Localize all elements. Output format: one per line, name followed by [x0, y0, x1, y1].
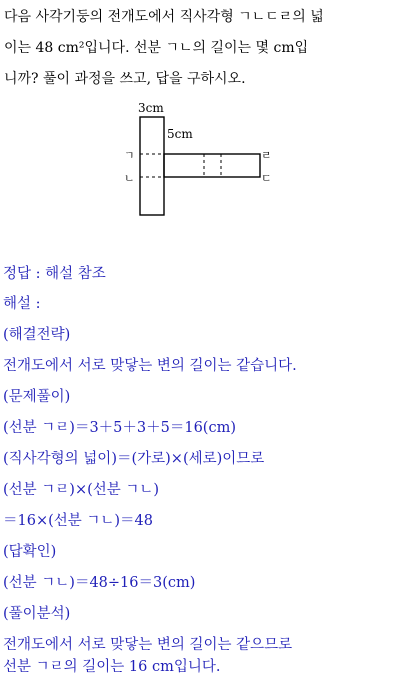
- label-5cm: 5cm: [167, 127, 193, 141]
- analysis-line: 전개도에서 서로 맞닿는 변의 길이는 같으므로: [3, 637, 293, 653]
- section-solution: (문제풀이): [3, 389, 71, 405]
- label-3cm: 3cm: [138, 101, 164, 115]
- net-vertical-strip: [140, 117, 164, 215]
- section-analysis: (풀이분석): [3, 606, 71, 622]
- vertex-label-rieul: ㄹ: [261, 149, 272, 162]
- question-line-2: 이는 48 cm²입니다. 선분 ㄱㄴ의 길이는 몇 cm입: [4, 40, 309, 56]
- strategy-text: 전개도에서 서로 맞닿는 변의 길이는 같습니다.: [3, 358, 297, 374]
- answer-heading: 정답 : 해설 참조: [3, 266, 106, 282]
- prism-net-figure: [118, 94, 272, 218]
- question-line-1: 다음 사각기둥의 전개도에서 직사각형 ㄱㄴㄷㄹ의 넓: [4, 9, 324, 25]
- vertex-label-giyeok: ㄱ: [124, 149, 135, 162]
- section-strategy: (해결전략): [3, 327, 71, 343]
- solution-line: (선분 ㄱㄹ)×(선분 ㄱㄴ): [3, 482, 160, 498]
- net-horizontal-strip: [164, 154, 260, 177]
- question-line-3: 니까? 풀이 과정을 쓰고, 답을 구하시오.: [4, 71, 246, 87]
- solution-line: ＝16×(선분 ㄱㄴ)＝48: [3, 513, 154, 529]
- solution-line: (선분 ㄱㄹ)＝3＋5＋3＋5＝16(cm): [3, 420, 236, 436]
- solution-line: (직사각형의 넓이)＝(가로)×(세로)이므로: [3, 451, 265, 467]
- section-check: (답확인): [3, 544, 57, 560]
- vertex-label-digeut: ㄷ: [261, 172, 272, 185]
- vertex-label-nieun: ㄴ: [124, 172, 135, 185]
- analysis-line: 선분 ㄱㄹ의 길이는 16 cm입니다.: [3, 659, 221, 675]
- explanation-heading: 해설 :: [3, 296, 41, 312]
- check-line: (선분 ㄱㄴ)＝48÷16＝3(cm): [3, 575, 196, 591]
